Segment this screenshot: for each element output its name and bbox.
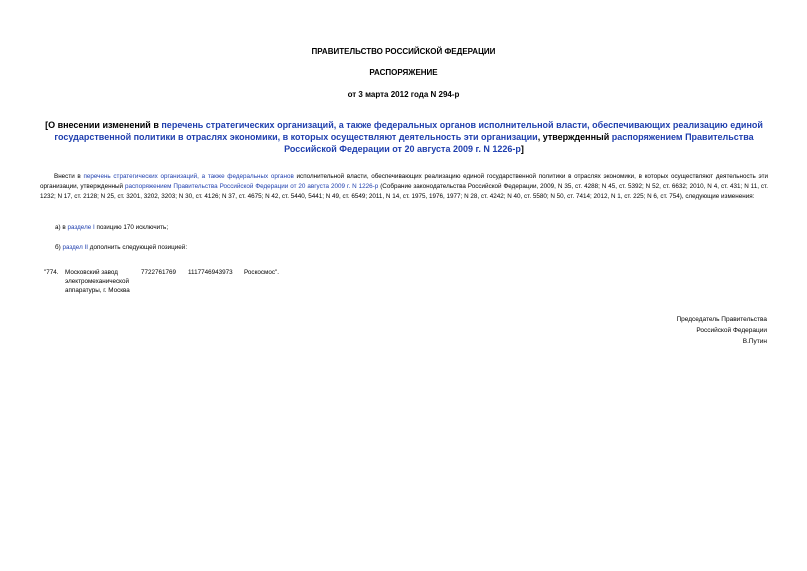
- heading-link-decree-1226[interactable]: распоряжением Правительства Российской Федерации от 20 августа 2009 г. N 1226-р: [284, 132, 754, 154]
- entry-ogrn: 1117746943973: [188, 269, 233, 276]
- item-a-prefix: а) в: [55, 224, 68, 231]
- body-intro: Внести в: [54, 173, 84, 180]
- entry-federal-body: Роскосмос".: [244, 269, 280, 276]
- body-link-decree-1226[interactable]: распоряжением Правительства Российской Федерации от 20 августа 2009 г. N 1226-р: [125, 183, 379, 190]
- heading-link-strategic-list[interactable]: перечень стратегических организаций, а также федеральных органов исполнительной власти, обеспечивающих реализацию единой государственной политики в отраслях экономики, в которых осуществляют деятельность эти организации: [54, 120, 763, 142]
- body-text-2: (Собрание законодательства Российской Федерации, 2009, N 35, ст. 4288; N 45, ст. 5392; N 52, ст. 6632; 2010, N 4, ст. 431; N 11, ст. 1232; N 17, ст. 2128; N 25, ст. 3201, 3202, 3203; N 30, ст. 4126; N 37, ст. 4675; N 42, ст. 5440, 5441; N 49, ст. 6549; 2011, N 14, ст. 1975, 1976, 1977; N 28, ст. 4242; N 40, ст. 5580; N 50, ст. 7414; 2012, N 1, ст. 225; N 6, ст. 754), следующие изменения:: [40, 183, 768, 200]
- signature-country: Российской Федерации: [696, 327, 767, 334]
- entry-number: "774.: [44, 269, 59, 276]
- signature-block: [676, 314, 767, 347]
- signature-name: В.Путин: [742, 338, 767, 345]
- item-b-link-section-2[interactable]: раздел II: [62, 244, 89, 251]
- entry-organization-name: Московский завод электромеханической аппаратуры, г. Москва: [65, 269, 130, 294]
- heading-middle: , утвержденный: [537, 132, 612, 142]
- main-paragraph: [40, 172, 768, 202]
- heading-close: ]: [520, 144, 524, 154]
- heading-open: [О внесении изменений в: [45, 120, 162, 130]
- signature-position: Председатель Правительства: [676, 316, 767, 323]
- item-b: [55, 243, 187, 253]
- entry-inn: 7722761769: [141, 269, 177, 276]
- item-a: [55, 223, 168, 233]
- body-text-1: исполнительной власти, обеспечивающих реализацию единой государственной политики в отраслях экономики, в которых осуществляют деятельность эти организации, утвержденный: [40, 173, 768, 190]
- government-title: ПРАВИТЕЛЬСТВО РОССИЙСКОЙ ФЕДЕРАЦИИ: [311, 47, 496, 56]
- document-type: РАСПОРЯЖЕНИЕ: [369, 68, 438, 77]
- body-link-strategic-list[interactable]: перечень стратегических организаций, а также федеральных органов: [83, 173, 294, 180]
- item-b-suffix: дополнить следующей позицией:: [88, 244, 188, 251]
- item-a-suffix: позицию 170 исключить;: [94, 224, 169, 231]
- item-b-prefix: б): [55, 244, 63, 251]
- document-date: от 3 марта 2012 года N 294-р: [347, 90, 460, 99]
- item-a-link-section-1[interactable]: разделе I: [67, 224, 95, 231]
- document-heading: [40, 119, 768, 155]
